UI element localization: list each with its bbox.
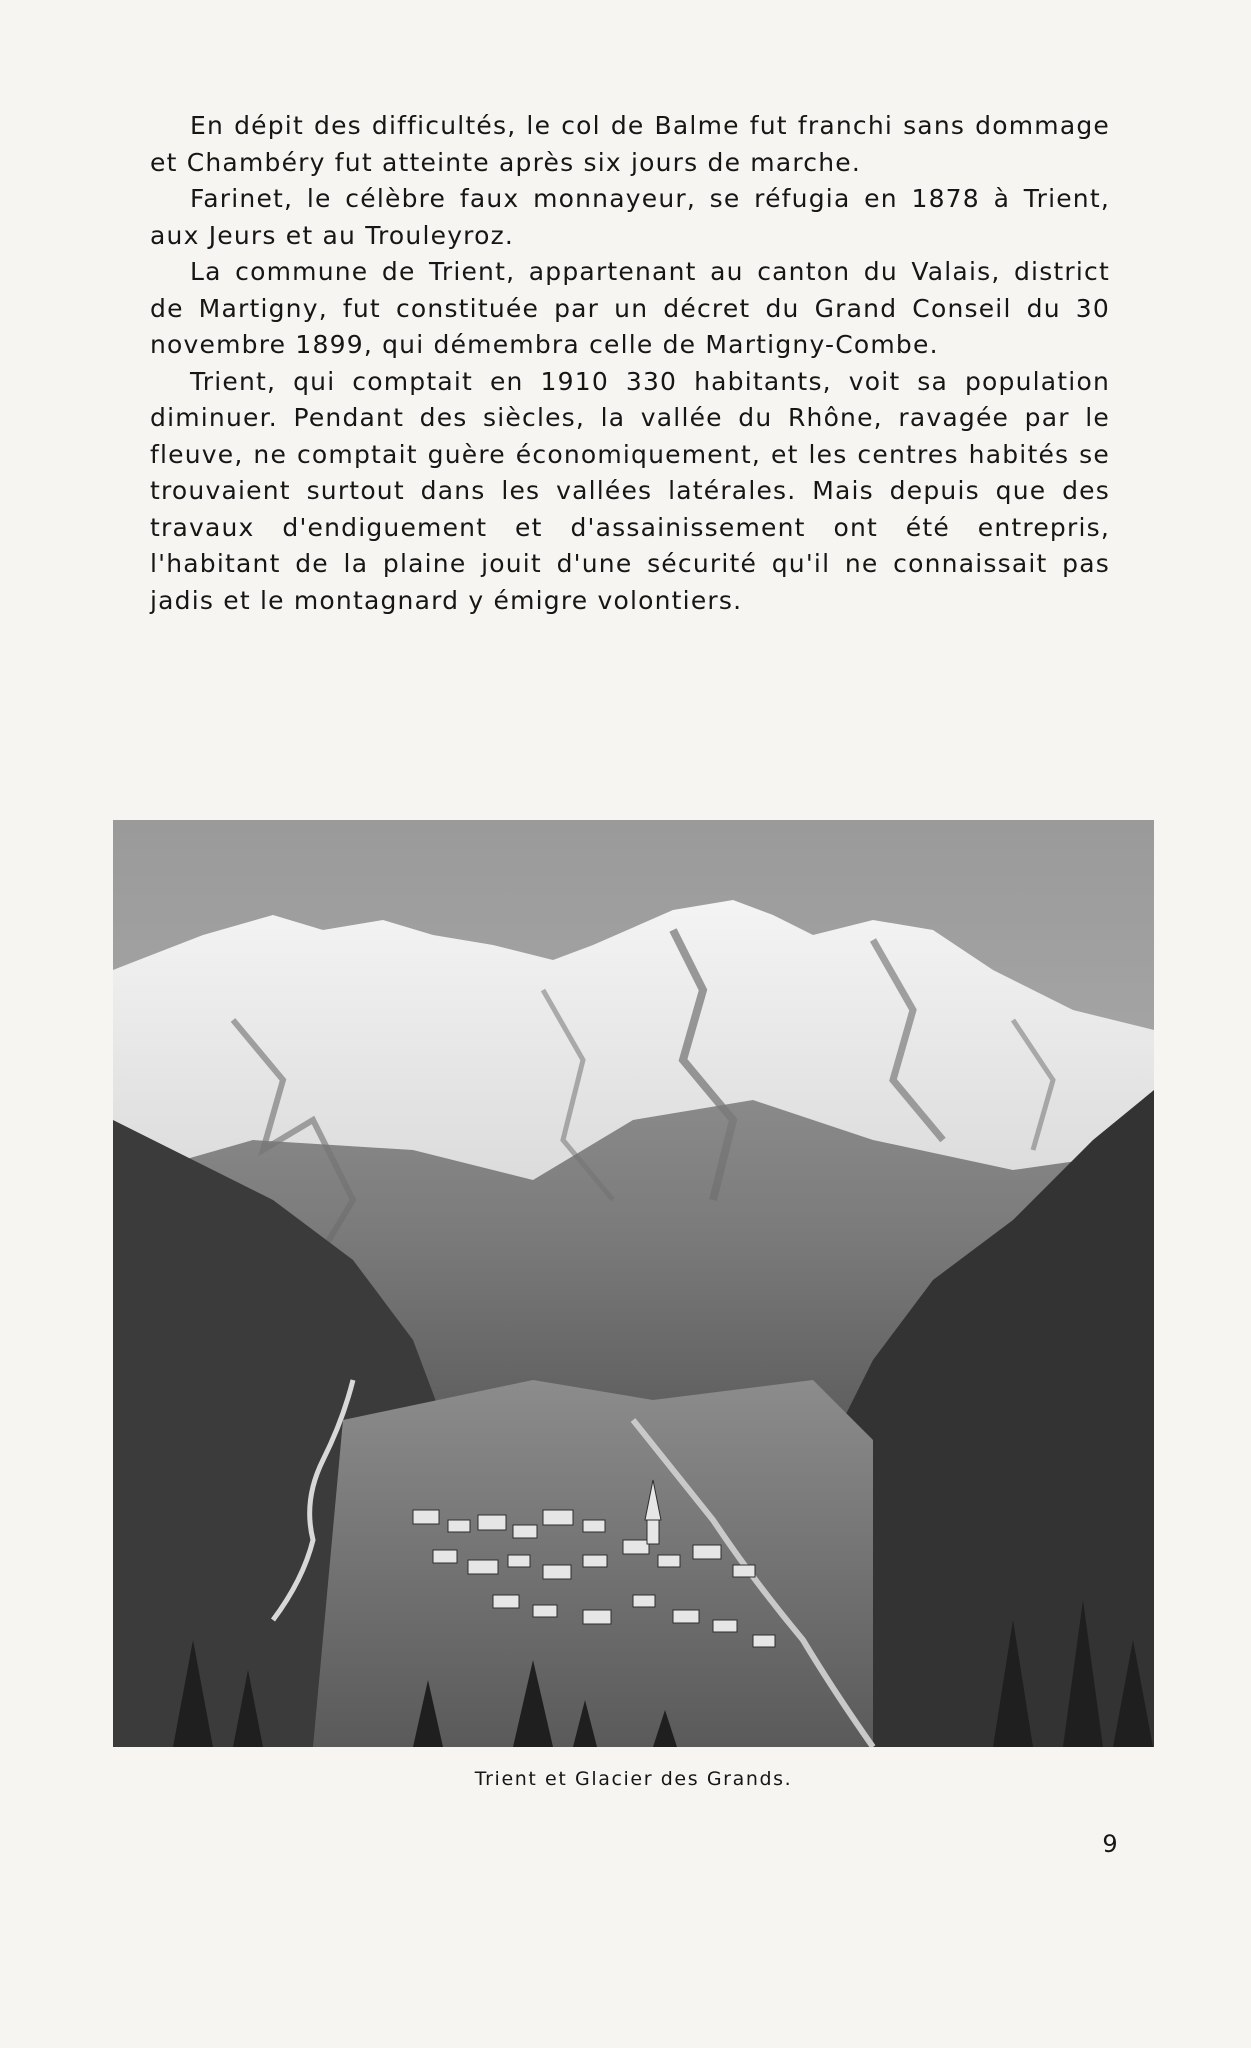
paragraph: En dépit des difficultés, le col de Balme fut franchi sans dommage et Chambéry fut atteinte après six jours de marche. xyxy=(150,111,1110,177)
paragraph: Trient, qui comptait en 1910 330 habitants, voit sa population diminuer. Pendant des siècles, la vallée du Rhône, ravagée par le fleuve, ne comptait guère économiquement, et les centres habités se trouvaient surtout dans les vallées latérales. Mais depuis que des travaux d'endiguement et d'assainissement ont été entrepris, l'habitant de la plaine jouit d'une sécurité qu'il ne connaissait pas jadis et le montagnard y émigre volontiers. xyxy=(150,366,1110,615)
paragraph: Farinet, le célèbre faux monnayeur, se réfugia en 1878 à Trient, aux Jeurs et au Trouleyroz. xyxy=(150,184,1110,250)
paragraph: La commune de Trient, appartenant au canton du Valais, district de Martigny, fut constituée par un décret du Grand Conseil du 30 novembre 1899, qui démembra celle de Martigny-Combe. xyxy=(150,257,1110,359)
photo-caption: Trient et Glacier des Grands. xyxy=(474,1768,793,1790)
body-text xyxy=(150,108,1110,619)
mountain-valley-photo xyxy=(113,820,1154,1747)
page-number: 9 xyxy=(1102,1830,1118,1858)
